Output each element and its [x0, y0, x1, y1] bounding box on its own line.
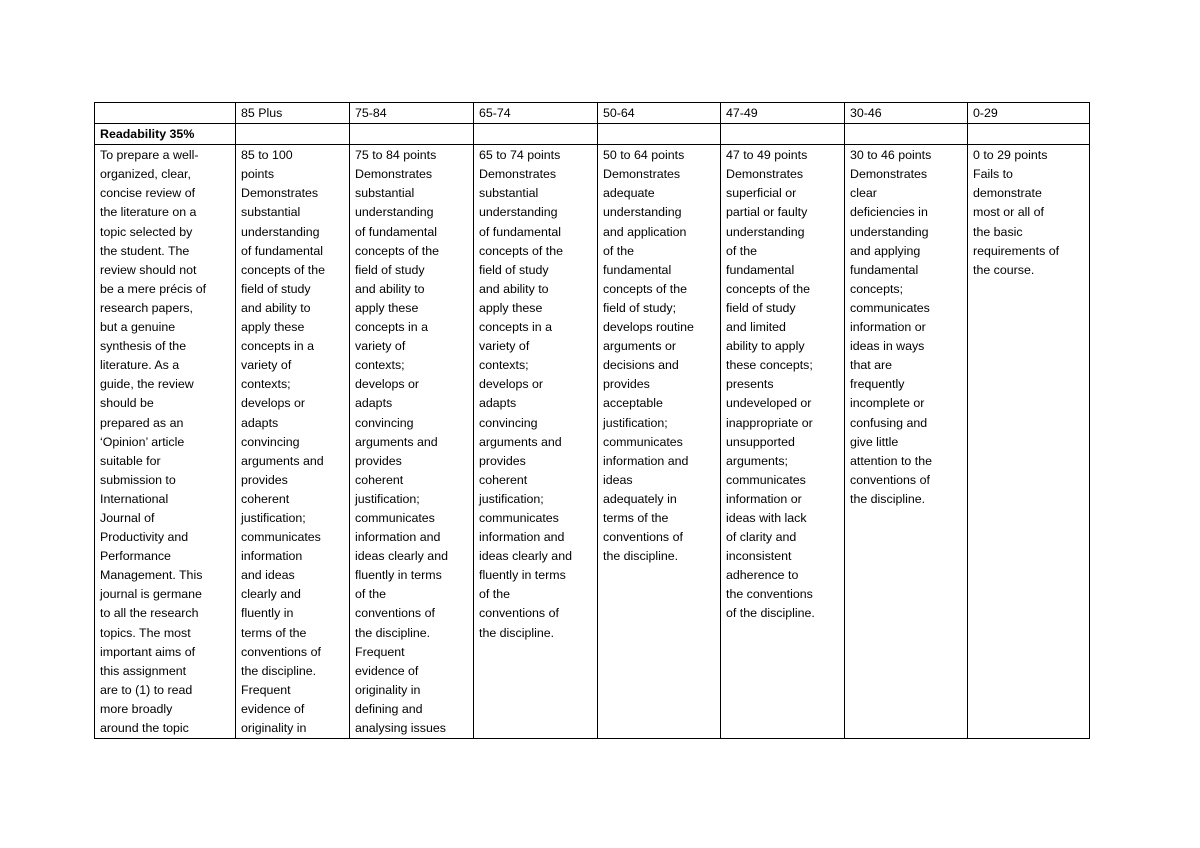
criterion-row — [95, 145, 1090, 739]
header-cell-band: 0-29 — [968, 103, 1090, 124]
band-cell — [968, 145, 1090, 739]
empty-cell — [845, 124, 968, 145]
band-cell — [598, 145, 721, 739]
band-description: 47 to 49 points Demonstrates superficial or partial or faulty understanding of the fundamental concepts of the field of study and limited ability to apply these concepts; presents undeveloped or inappropriate or unsupported arguments; communicates information or ideas with lack of clarity and inconsistent adherence to the conventions of the discipline. — [726, 148, 815, 621]
empty-cell — [474, 124, 598, 145]
band-description: 65 to 74 points Demonstrates substantial understanding of fundamental concepts of the field of study and ability to apply these concepts in a variety of contexts; develops or adapts convincing arguments and provides coherent justification; communicates information and ideas clearly and fluently in terms of the conventions of the discipline. — [479, 148, 572, 640]
empty-cell — [236, 124, 350, 145]
band-description: 85 to 100 points Demonstrates substantial understanding of fundamental concepts of the field of study and ability to apply these concepts in a variety of contexts; develops or adapts convincing arguments and provides coherent justification; communicates information and ideas clearly and fluently in terms of the conventions of the discipline. Frequent evidence of originality in — [241, 148, 326, 735]
grading-rubric-table — [94, 102, 1090, 739]
section-row — [95, 124, 1090, 145]
empty-cell — [598, 124, 721, 145]
section-label: Readability 35% — [95, 124, 236, 145]
criterion-description: To prepare a well- organized, clear, concise review of the literature on a topic selected by the student. The review should not be a mere précis of research papers, but a genuine synthesis of the literature. As a guide, the review should be prepared as an ‘Opinion’ article suitable for submission to International Journal of Productivity and Performance Management. This journal is germane to all the research topics. The most important aims of this assignment are to (1) to read more broadly around the topic — [100, 148, 207, 735]
header-cell-band: 75-84 — [350, 103, 474, 124]
header-cell-band: 50-64 — [598, 103, 721, 124]
band-cell — [474, 145, 598, 739]
band-description: 0 to 29 points Fails to demonstrate most or all of the basic requirements of the course. — [973, 148, 1060, 277]
header-cell-band: 65-74 — [474, 103, 598, 124]
header-cell-band: 30-46 — [845, 103, 968, 124]
band-cell — [236, 145, 350, 739]
header-cell-criterion — [95, 103, 236, 124]
band-cell — [845, 145, 968, 739]
band-cell — [721, 145, 845, 739]
empty-cell — [968, 124, 1090, 145]
header-row — [95, 103, 1090, 124]
band-description: 50 to 64 points Demonstrates adequate understanding and application of the fundamental concepts of the field of study; develops routine arguments or decisions and provides acceptable justification; communicates information and ideas adequately in terms of the conventions of the discipline. — [603, 148, 694, 564]
criterion-description-cell — [95, 145, 236, 739]
header-cell-band: 47-49 — [721, 103, 845, 124]
band-description: 75 to 84 points Demonstrates substantial understanding of fundamental concepts of the field of study and ability to apply these concepts in a variety of contexts; develops or adapts convincing arguments and provides coherent justification; communicates information and ideas clearly and fluently in terms of the conventions of the discipline. Frequent evidence of originality in defining and analysing issues — [355, 148, 448, 735]
header-cell-band: 85 Plus — [236, 103, 350, 124]
band-cell — [350, 145, 474, 739]
empty-cell — [350, 124, 474, 145]
band-description: 30 to 46 points Demonstrates clear deficiencies in understanding and applying fundamental concepts; communicates information or ideas in ways that are frequently incomplete or confusing and give little attention to the conventions of the discipline. — [850, 148, 932, 506]
empty-cell — [721, 124, 845, 145]
